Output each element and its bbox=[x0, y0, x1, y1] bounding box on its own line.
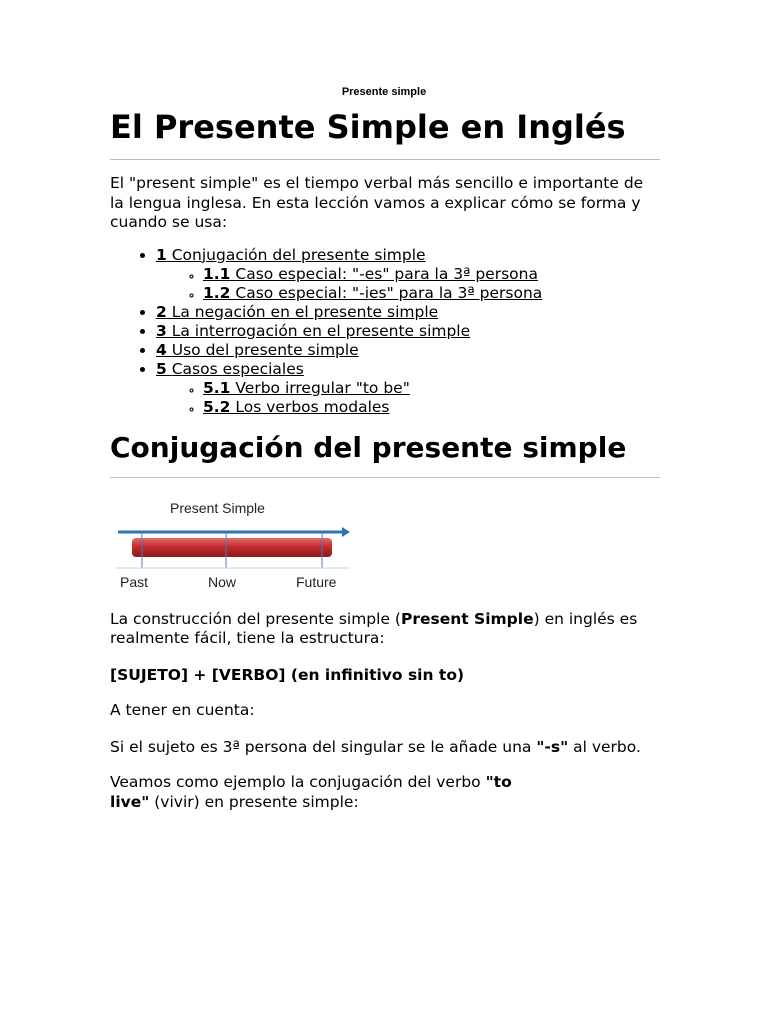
toc-item-2[interactable] bbox=[156, 303, 660, 322]
table-of-contents bbox=[110, 246, 660, 417]
intro-paragraph: El "present simple" es el tiempo verbal más sencillo e importante de la lengua inglesa. En esta lección vamos a explicar cómo se forma y cuando se usa: bbox=[110, 174, 644, 231]
label-future: Future bbox=[296, 573, 337, 590]
toc-item-5-1[interactable] bbox=[203, 379, 660, 398]
title-divider bbox=[110, 159, 660, 160]
toc-link-4[interactable]: 4 Uso del presente simple bbox=[156, 340, 359, 359]
toc-link-1-1[interactable]: 1.1 Caso especial: "-es" para la 3ª persona bbox=[203, 264, 538, 283]
section-heading-conjugacion: Conjugación del presente simple bbox=[110, 430, 627, 464]
toc-link-1-2[interactable]: 1.2 Caso especial: "-ies" para la 3ª persona bbox=[203, 283, 543, 302]
toc-link-2[interactable]: 2 La negación en el presente simple bbox=[156, 302, 439, 321]
present-bar bbox=[132, 538, 332, 557]
page-title: El Presente Simple en Inglés bbox=[110, 108, 626, 146]
toc-item-5[interactable] bbox=[156, 360, 660, 417]
section-divider bbox=[110, 477, 660, 478]
label-now: Now bbox=[208, 573, 237, 590]
article bbox=[110, 108, 660, 812]
present-simple-timeline-figure bbox=[110, 496, 355, 592]
example-intro-paragraph: Veamos como ejemplo la conjugación del verbo "to live" (vivir) en presente simple: bbox=[110, 773, 512, 811]
formula-line: [SUJETO] + [VERBO] (en infinitivo sin to) bbox=[110, 665, 465, 684]
toc-sublist-1 bbox=[156, 265, 660, 303]
toc-link-5[interactable]: 5 Casos especiales bbox=[156, 359, 304, 378]
toc-item-1[interactable] bbox=[156, 246, 660, 303]
toc-link-5-1[interactable]: 5.1 Verbo irregular "to be" bbox=[203, 378, 410, 397]
third-person-rule-paragraph: Si el sujeto es 3ª persona del singular se le añade una "-s" al verbo. bbox=[110, 737, 641, 756]
toc-sublist-5 bbox=[156, 379, 660, 417]
arrow-head-icon bbox=[342, 527, 350, 537]
toc-item-1-1[interactable] bbox=[203, 265, 660, 284]
toc-link-1[interactable]: 1 Conjugación del presente simple bbox=[156, 245, 426, 264]
note-line: A tener en cuenta: bbox=[110, 701, 255, 719]
structure-paragraph: La construcción del presente simple (Present Simple) en inglés es realmente fácil, tiene la estructura: bbox=[110, 609, 638, 647]
running-header: Presente simple bbox=[341, 86, 427, 98]
toc-item-4[interactable] bbox=[156, 341, 660, 360]
toc-link-5-2[interactable]: 5.2 Los verbos modales bbox=[203, 397, 390, 416]
toc-item-5-2[interactable] bbox=[203, 398, 660, 417]
figure-title: Present Simple bbox=[170, 499, 265, 516]
toc-item-1-2[interactable] bbox=[203, 284, 660, 303]
toc-item-3[interactable] bbox=[156, 322, 660, 341]
toc-link-3[interactable]: 3 La interrogación en el presente simple bbox=[156, 321, 471, 340]
label-past: Past bbox=[120, 573, 149, 590]
